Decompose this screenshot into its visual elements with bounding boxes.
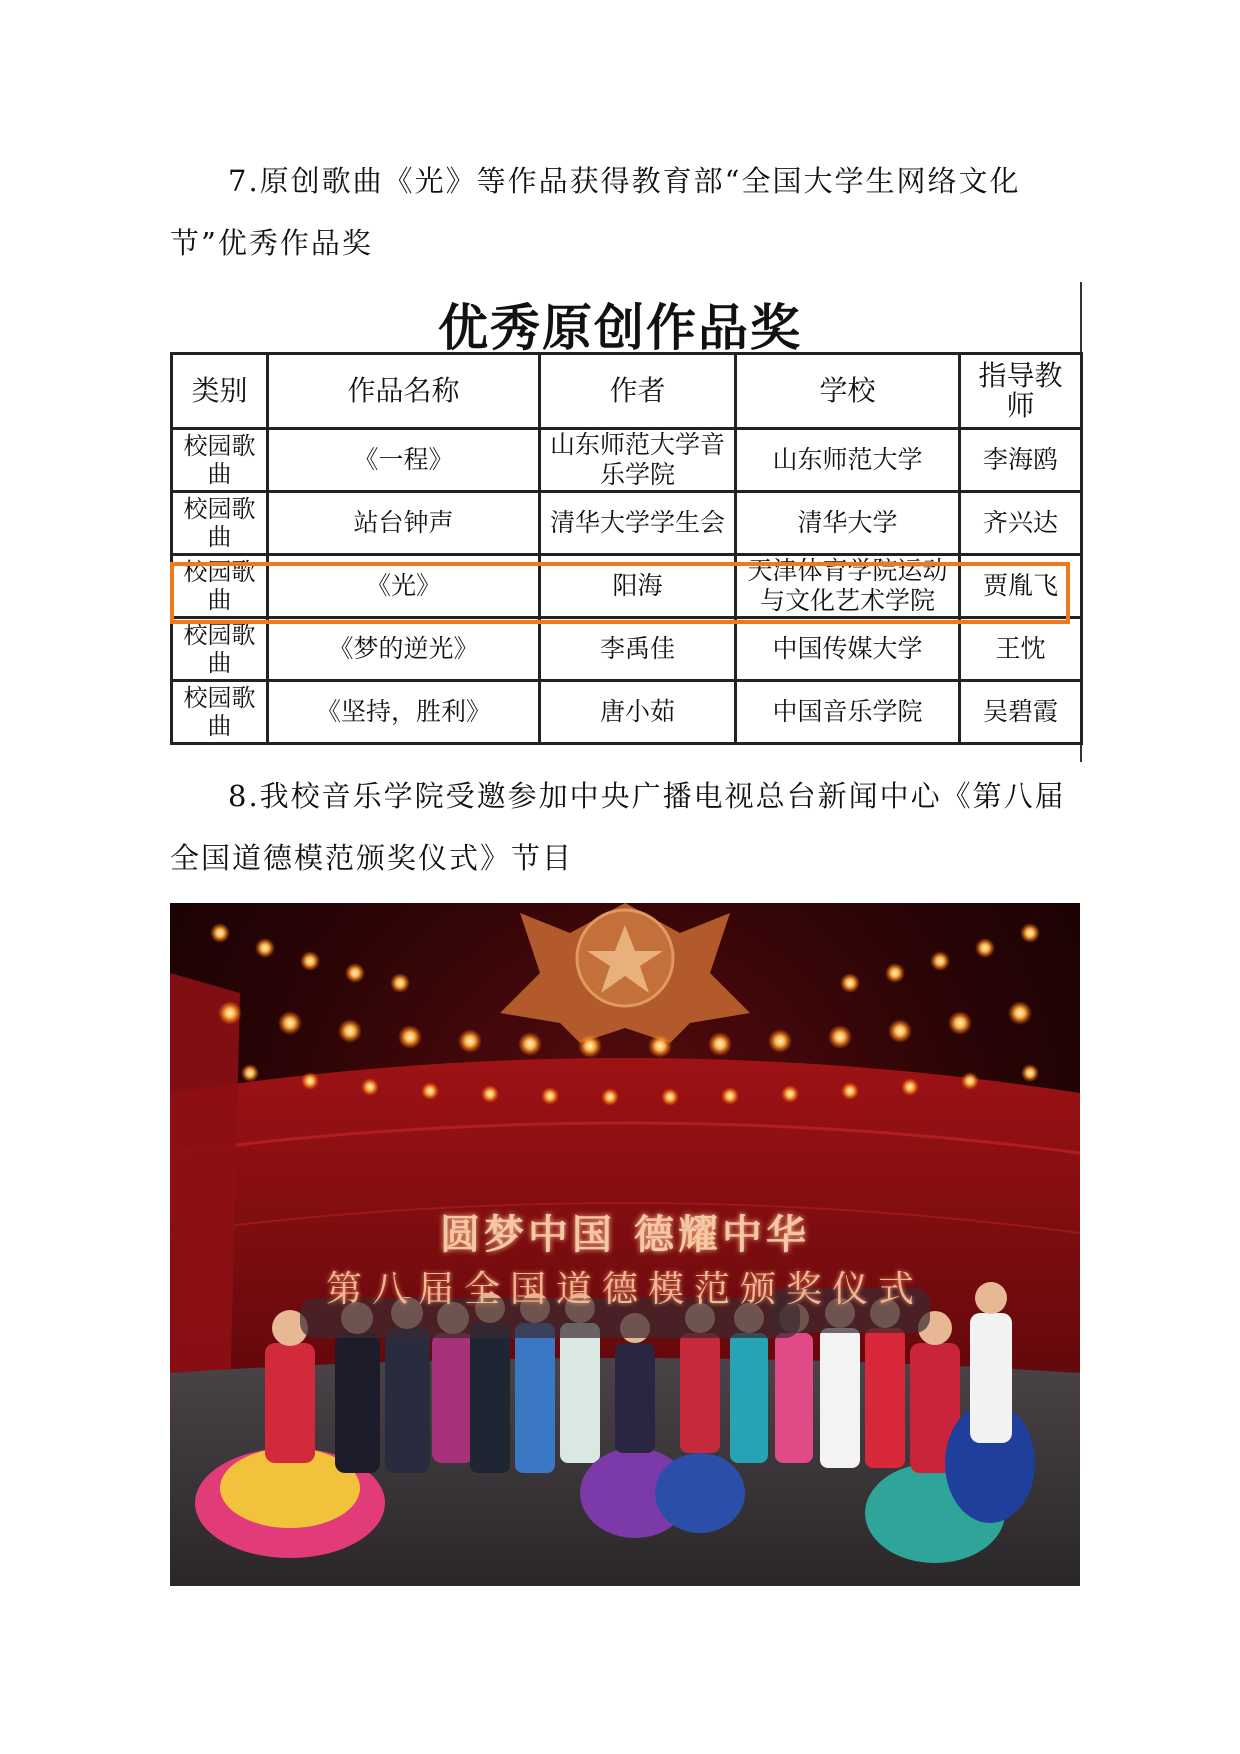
table-row [172, 429, 1082, 492]
stage-banner-title: 第八届全国道德模范颁奖仪式 [325, 1269, 924, 1310]
cell-instructor: 王忱 [960, 618, 1082, 681]
cell-author: 李禹佳 [540, 618, 736, 681]
cell-category: 校园歌曲 [172, 492, 268, 555]
table-row [172, 618, 1082, 681]
cell-work-title: 《梦的逆光》 [268, 618, 540, 681]
cell-work-title: 《一程》 [268, 429, 540, 492]
section-7-paragraph [170, 150, 1070, 274]
header-school: 学校 [736, 354, 960, 429]
header-author: 作者 [540, 354, 736, 429]
section-8-text: 我校音乐学院受邀参加中央广播电视总台新闻中心《第八届全国道德模范颁奖仪式》节目 [170, 779, 1066, 875]
cell-category: 校园歌曲 [172, 618, 268, 681]
cell-school: 清华大学 [736, 492, 960, 555]
header-category: 类别 [172, 354, 268, 429]
stage-photo [170, 903, 1080, 1586]
award-table [170, 352, 1083, 745]
cell-school: 天津体育学院运动与文化艺术学院 [736, 555, 960, 618]
award-table-title: 优秀原创作品奖 [438, 299, 802, 357]
table-header-row [172, 354, 1082, 429]
cell-work-title: 站台钟声 [268, 492, 540, 555]
cell-category: 校园歌曲 [172, 555, 268, 618]
medal-emblem-icon [500, 903, 750, 1043]
cell-author: 山东师范大学音乐学院 [540, 429, 736, 492]
cell-work-title: 《坚持，胜利》 [268, 681, 540, 744]
cell-category: 校园歌曲 [172, 429, 268, 492]
section-7-text: 原创歌曲《光》等作品获得教育部“全国大学生网络文化节”优秀作品奖 [170, 164, 1021, 260]
cell-author: 清华大学学生会 [540, 492, 736, 555]
section-8-number: 8. [228, 779, 260, 813]
cell-author: 阳海 [540, 555, 736, 618]
cell-instructor: 吴碧霞 [960, 681, 1082, 744]
header-work-title: 作品名称 [268, 354, 540, 429]
cell-category: 校园歌曲 [172, 681, 268, 744]
cell-instructor: 贾胤飞 [960, 555, 1082, 618]
table-row-highlighted [172, 555, 1082, 618]
stage-banner-slogan: 圆梦中国 德耀中华 [440, 1212, 810, 1258]
cell-work-title: 《光》 [268, 555, 540, 618]
cell-instructor: 齐兴达 [960, 492, 1082, 555]
table-row [172, 492, 1082, 555]
header-instructor: 指导教师 [960, 354, 1082, 429]
award-table-image [170, 282, 1082, 762]
cell-school: 山东师范大学 [736, 429, 960, 492]
cell-school: 中国音乐学院 [736, 681, 960, 744]
section-8-paragraph [170, 765, 1070, 889]
table-row [172, 681, 1082, 744]
cell-school: 中国传媒大学 [736, 618, 960, 681]
cell-instructor: 李海鸥 [960, 429, 1082, 492]
section-7-number: 7. [228, 164, 260, 198]
cell-author: 唐小茹 [540, 681, 736, 744]
